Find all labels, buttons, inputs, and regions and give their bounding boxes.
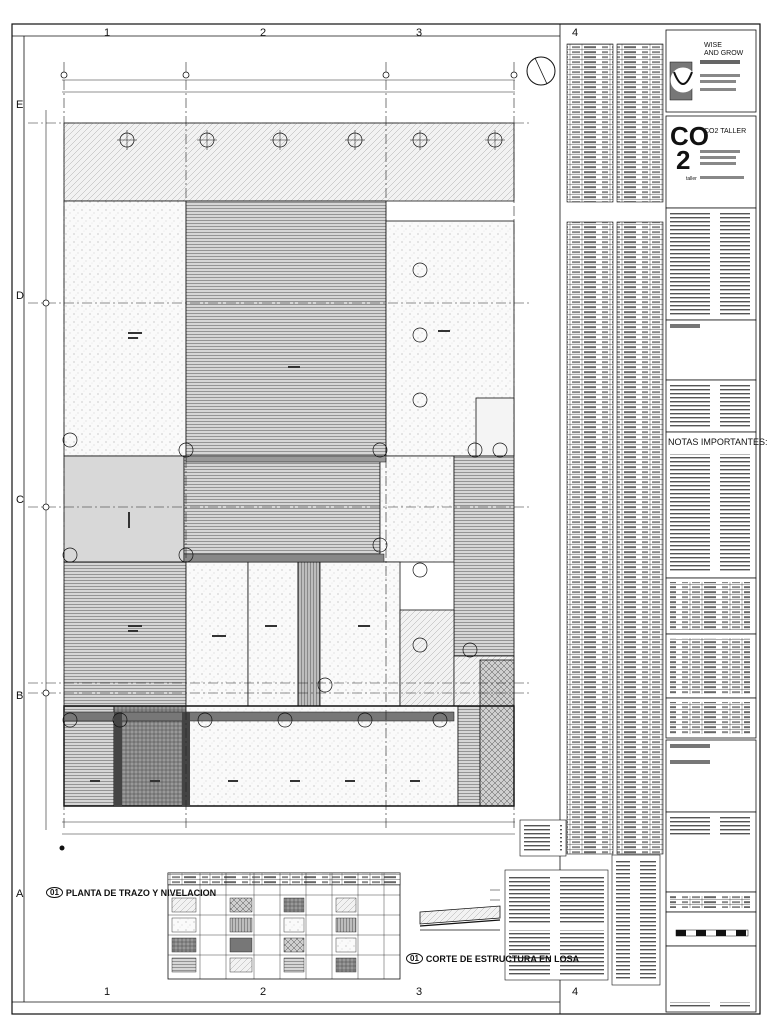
grid-column-label-3-top: 3 [416, 27, 423, 39]
grid-column-label-4-top: 4 [572, 27, 579, 39]
grid-row-label-b: B [16, 690, 24, 702]
grid-column-label-3-bottom: 3 [416, 986, 423, 998]
client-name-line1: WISE [704, 42, 722, 49]
grid-column-label-2-bottom: 2 [260, 986, 267, 998]
grid-row-label-d: D [16, 290, 24, 302]
architect-logo-sub: taller [686, 176, 697, 182]
grid-row-label-e: E [16, 99, 24, 111]
grid-column-label-1-bottom: 1 [104, 986, 111, 998]
grid-column-label-2-top: 2 [260, 27, 267, 39]
section-title [406, 953, 579, 964]
section-title-text: CORTE DE ESTRUCTURA EN LOSA [425, 953, 580, 964]
section-title-number: 01 [406, 953, 423, 964]
north-arrow-icon [527, 57, 555, 85]
grid-row-label-c: C [16, 494, 24, 506]
floor-plan [28, 62, 530, 851]
company-logo-icon [671, 68, 695, 92]
architect-name: CO2 TALLER [704, 128, 747, 135]
notes-heading: NOTAS IMPORTANTES: [668, 437, 768, 447]
schedule-tables [567, 44, 663, 854]
client-name-line2: AND GROW [704, 50, 744, 57]
client-name [704, 42, 743, 58]
plan-title [46, 887, 216, 898]
plan-title-text: PLANTA DE TRAZO Y NIVELACION [65, 887, 217, 898]
grid-column-label-1-top: 1 [104, 27, 111, 39]
architect-logo-top: CO [670, 121, 709, 151]
grid-row-label-a: A [16, 888, 24, 900]
grid-column-label-4-bottom: 4 [572, 986, 579, 998]
plan-title-number: 01 [46, 887, 63, 898]
architect-logo-bottom: 2 [676, 145, 691, 175]
slab-section-detail [420, 890, 500, 930]
